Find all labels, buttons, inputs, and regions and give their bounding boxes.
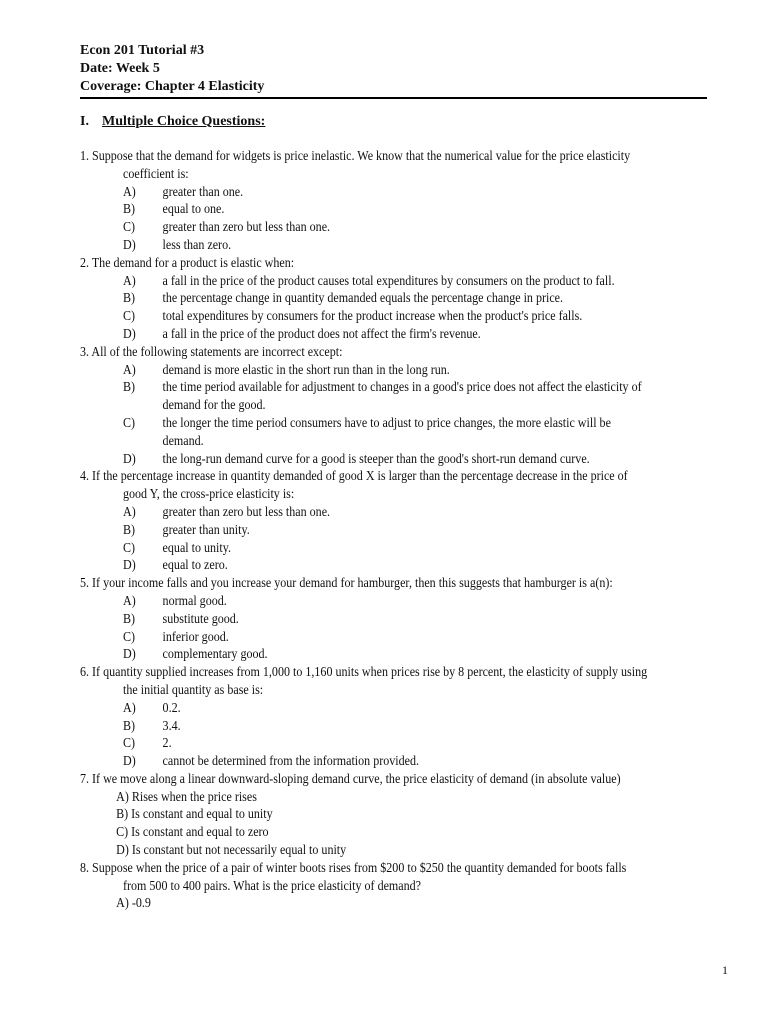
answer-option — [80, 415, 648, 451]
answer-option — [80, 593, 648, 611]
option-text: the percentage change in quantity demanded equals the percentage change in price. — [162, 291, 564, 307]
option-letter: A) — [123, 700, 136, 716]
option-letter: D) — [116, 843, 129, 859]
option-letter: D) — [123, 754, 136, 770]
option-letter: D) — [123, 451, 136, 467]
question-6 — [80, 664, 648, 771]
answer-option — [80, 290, 648, 308]
option-text: 0.2. — [162, 700, 181, 716]
option-letter: C) — [123, 415, 136, 431]
answer-option — [80, 522, 648, 540]
option-letter: B) — [123, 522, 136, 538]
answer-option — [80, 895, 648, 913]
option-letter: C) — [123, 220, 136, 236]
answer-option — [80, 842, 648, 860]
header-divider — [80, 97, 707, 99]
answer-option — [80, 806, 648, 824]
answer-option — [80, 753, 648, 771]
answer-option — [80, 540, 648, 558]
option-letter: B) — [123, 611, 136, 627]
answer-option — [80, 504, 648, 522]
question-1 — [80, 148, 648, 255]
option-text: the long-run demand curve for a good is steeper than the good's short-run demand curve. — [162, 451, 590, 467]
answer-option — [80, 735, 648, 753]
answer-option — [80, 201, 648, 219]
question-2 — [80, 255, 648, 344]
page-number: 1 — [722, 963, 728, 977]
option-letter: C) — [116, 825, 129, 841]
option-text: greater than one. — [162, 184, 244, 200]
answer-option — [80, 308, 648, 326]
course-title: Econ 201 Tutorial #3 — [80, 43, 205, 58]
option-letter: C) — [123, 309, 136, 325]
question-stem: 8. Suppose when the price of a pair of winter boots rises from $200 to $250 the quantity demanded for boots falls from 500 to 400 pairs. What is the price elasticity of demand? — [80, 860, 627, 894]
section-title: Multiple Choice Questions: — [102, 114, 266, 129]
option-text: greater than zero but less than one. — [162, 504, 331, 520]
option-text: 3.4. — [162, 718, 181, 734]
option-text: demand is more elastic in the short run than in the long run. — [162, 362, 450, 378]
question-list — [80, 148, 648, 913]
question-stem: 6. If quantity supplied increases from 1,000 to 1,160 units when prices rise by 8 percent, the elasticity of supply using the initial quantity as base is: — [80, 665, 648, 698]
option-text: inferior good. — [162, 629, 229, 645]
answer-option — [80, 718, 648, 736]
option-text: greater than zero but less than one. — [162, 220, 331, 236]
question-stem: 1. Suppose that the demand for widgets is price inelastic. We know that the numerical value for the price elasticity coefficient is: — [80, 149, 631, 182]
option-text: substitute good. — [162, 611, 239, 627]
section-number: I. — [80, 114, 89, 129]
option-letter: D) — [123, 647, 136, 663]
answer-option — [80, 629, 648, 647]
option-letter: C) — [123, 629, 136, 645]
option-text: complementary good. — [162, 647, 268, 663]
section-heading — [80, 113, 265, 130]
option-letter: C) — [123, 736, 136, 752]
option-text: greater than unity. — [162, 522, 250, 538]
option-text: normal good. — [162, 593, 227, 609]
option-letter: B) — [123, 718, 136, 734]
option-letter: D) — [123, 237, 136, 253]
date-line: Date: Week 5 — [80, 61, 160, 76]
option-text: a fall in the price of the product does not affect the firm's revenue. — [162, 326, 481, 342]
answer-option — [80, 451, 648, 469]
question-stem: 7. If we move along a linear downward-sloping demand curve, the price elasticity of demand (in absolute value) — [80, 771, 621, 787]
option-letter: A) — [123, 362, 136, 378]
answer-option — [80, 646, 648, 664]
answer-option — [80, 824, 648, 842]
question-stem: 4. If the percentage increase in quantity demanded of good X is larger than the percentage decrease in the price of good Y, the cross-price elasticity is: — [80, 469, 628, 503]
option-letter: A) — [123, 593, 136, 609]
answer-option — [80, 273, 648, 291]
question-5 — [80, 575, 648, 664]
answer-option — [80, 379, 648, 415]
option-text: Is constant and equal to unity — [131, 807, 273, 823]
answer-option — [80, 700, 648, 718]
option-letter: D) — [123, 558, 136, 574]
option-letter: B) — [123, 291, 136, 307]
option-letter: C) — [123, 540, 136, 556]
option-letter: B) — [116, 807, 129, 823]
option-text: Rises when the price rises — [131, 789, 257, 805]
option-letter: A) — [116, 896, 129, 912]
option-text: equal to one. — [162, 202, 225, 218]
question-8 — [80, 860, 648, 913]
question-stem: 5. If your income falls and you increase your demand for hamburger, then this suggests that hamburger is a(n): — [80, 576, 613, 592]
option-letter: B) — [123, 380, 136, 396]
option-text: equal to zero. — [162, 558, 228, 574]
option-letter: D) — [123, 326, 136, 342]
option-letter: A) — [116, 789, 129, 805]
answer-option — [80, 184, 648, 202]
option-text: the longer the time period consumers have to adjust to price changes, the more elastic will be demand. — [162, 415, 611, 449]
question-7 — [80, 771, 648, 860]
answer-option — [80, 557, 648, 575]
option-letter: A) — [123, 184, 136, 200]
option-letter: B) — [123, 202, 136, 218]
option-text: -0.9 — [131, 896, 151, 912]
option-text: the time period available for adjustment to changes in a good's price does not affect the elasticity of demand for the good. — [162, 380, 642, 414]
option-letter: A) — [123, 504, 136, 520]
option-text: Is constant but not necessarily equal to unity — [131, 843, 347, 859]
option-text: cannot be determined from the information provided. — [162, 754, 420, 770]
option-text: 2. — [162, 736, 172, 752]
option-text: Is constant and equal to zero — [131, 825, 269, 841]
option-text: less than zero. — [162, 237, 232, 253]
answer-option — [80, 237, 648, 255]
answer-option — [80, 611, 648, 629]
option-text: total expenditures by consumers for the product increase when the product's price falls. — [162, 309, 583, 325]
answer-option — [80, 219, 648, 237]
answer-option — [80, 789, 648, 807]
option-text: equal to unity. — [162, 540, 231, 556]
question-stem: 2. The demand for a product is elastic when: — [80, 255, 295, 271]
option-text: a fall in the price of the product causes total expenditures by consumers on the product to fall. — [162, 273, 615, 289]
question-stem: 3. All of the following statements are incorrect except: — [80, 344, 343, 360]
answer-option — [80, 326, 648, 344]
question-4 — [80, 468, 648, 575]
coverage-line: Coverage: Chapter 4 Elasticity — [80, 79, 265, 94]
question-3 — [80, 344, 648, 469]
option-letter: A) — [123, 273, 136, 289]
answer-option — [80, 362, 648, 380]
